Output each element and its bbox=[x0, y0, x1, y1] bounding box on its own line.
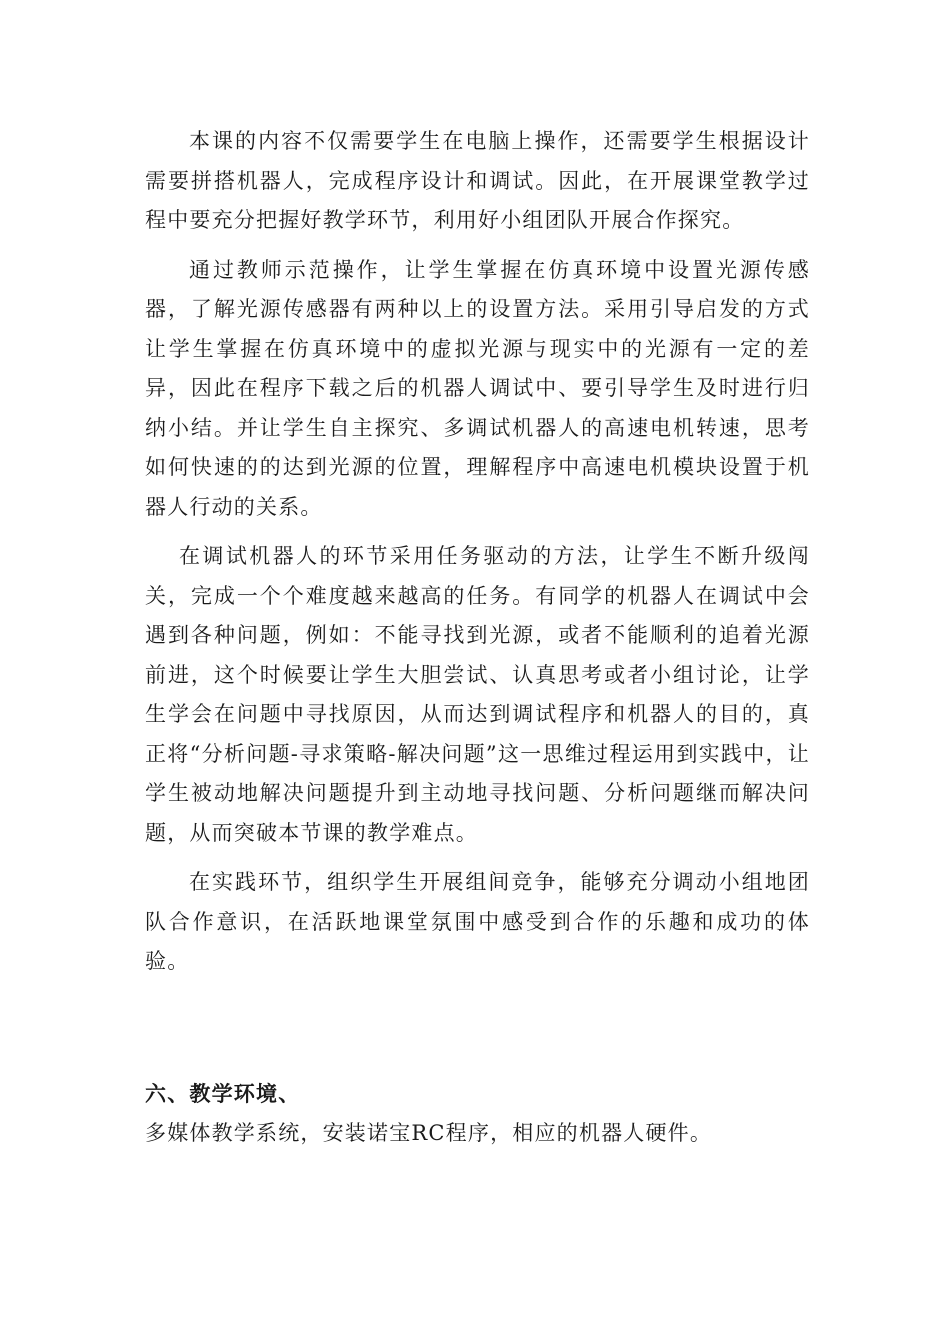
section-heading-teaching-environment: 六、教学环境、 bbox=[145, 1080, 301, 1106]
paragraph-teacher-demo: 通过教师示范操作，让学生掌握在仿真环境中设置光源传感器，了解光源传感器有两种以上的设置方法。采用引导启发的方式让学生掌握在仿真环境中的虚拟光源与现实中的光源有一定的差异，因此在程序下载之后的机器人调试中、要引导学生及时进行归纳小结。并让学生自主探究、多调试机器人的高速电机转速，思考如何快速的的达到光源的位置，理解程序中高速电机模块设置于机器人行动的关系。 bbox=[145, 257, 810, 519]
paragraph-task-driven: 在调试机器人的环节采用任务驱动的方法，让学生不断升级闯关，完成一个个难度越来越高的任务。有同学的机器人在调试中会遇到各种问题，例如：不能寻找到光源，或者不能顺利的追着光源前进，这个时候要让学生大胆尝试、认真思考或者小组讨论，让学生学会在问题中寻找原因，从而达到调试程序和机器人的目的，真正将“分析问题-寻求策略-解决问题”这一思维过程运用到实践中，让学生被动地解决问题提升到主动地寻找问题、分析问题继而解决问题，从而突破本节课的教学难点。 bbox=[145, 544, 810, 845]
paragraph-teaching-environment: 多媒体教学系统，安装诺宝RC程序，相应的机器人硬件。 bbox=[145, 1120, 713, 1145]
document-body bbox=[145, 122, 810, 1153]
paragraph-course-content: 本课的内容不仅需要学生在电脑上操作，还需要学生根据设计需要拼搭机器人，完成程序设计和调试。因此，在开展课堂教学过程中要充分把握好教学环节，利用好小组团队开展合作探究。 bbox=[145, 129, 810, 232]
paragraph-practice: 在实践环节，组织学生开展组间竞争，能够充分调动小组地团队合作意识，在活跃地课堂氛围中感受到合作的乐趣和成功的体验。 bbox=[145, 870, 810, 973]
